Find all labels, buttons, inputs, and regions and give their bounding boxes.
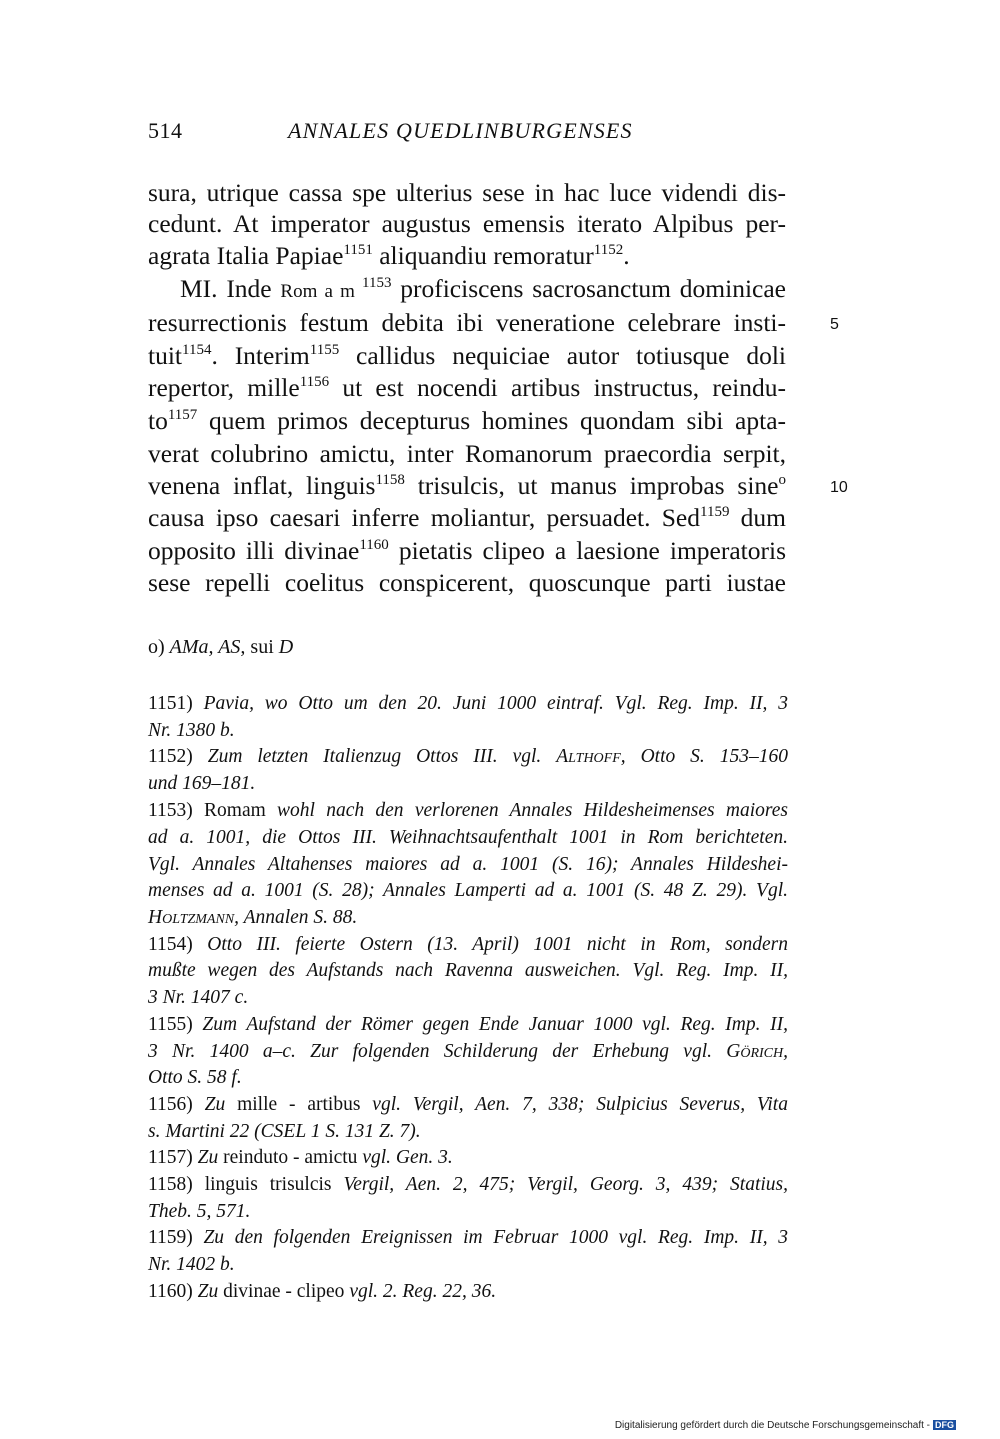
text-run: to [148, 406, 168, 435]
text-run: tuit [148, 341, 183, 370]
text-run: MI. Inde [180, 274, 281, 303]
text-run: pietatis clipeo a laesione imperatoris [388, 536, 786, 565]
text-line [148, 403, 786, 439]
footnote-ref: 1153 [362, 275, 392, 291]
text-run: quem primos decepturus homines quondam sibi apta- [197, 406, 786, 435]
footnote-line: Nr. 1380 b. [148, 720, 235, 741]
footnote-ref: 1155 [309, 342, 340, 358]
fn-run: 1158) linguis trisulcis [148, 1174, 344, 1195]
text-line [148, 238, 786, 274]
text-line [180, 271, 786, 307]
fn-run: Zu den folgenden Ereignissen im Februar 1000 vgl. Reg. Imp. II, 3 [203, 1227, 788, 1248]
text-run: aliquandiu remoratur [372, 241, 594, 270]
footnote-line [148, 743, 788, 771]
text-run: Rom a m [280, 281, 363, 302]
fn-run: Annalen S. 88. [239, 907, 358, 928]
footnote-line: Theb. 5, 571. [148, 1201, 251, 1222]
footnote-line: Vgl. Annales Altahenses maiores ad a. 1001 (S. 16); Annales Hildeshei- [148, 854, 788, 875]
text-line: resurrectionis festum debita ibi veneratione celebrare insti- [148, 308, 786, 337]
fn-run: vgl. Gen. 3. [362, 1147, 453, 1168]
text-run: causa ipso caesari inferre moliantur, persuadet. Sed [148, 503, 700, 532]
text-line [148, 370, 786, 406]
line-number: 10 [830, 479, 848, 496]
footnote-line [148, 904, 788, 932]
text-run: trisulcis, ut manus improbas sine [404, 471, 779, 500]
fn-run: Otto S. 153–160 [625, 746, 788, 767]
fn-run: 1156) [148, 1094, 205, 1115]
text-line [148, 338, 786, 374]
fn-run: divinae - clipeo [218, 1281, 350, 1302]
text-line [148, 533, 786, 569]
fn-run: Zu [204, 1094, 226, 1115]
text-line: verat colubrino amictu, inter Romanorum praecordia serpit, [148, 439, 786, 468]
text-run: repertor, mille [148, 373, 300, 402]
text-run: . [623, 241, 630, 270]
page-number: 514 [148, 118, 183, 143]
footnote-ref: 1154 [182, 342, 212, 358]
footnote-line: mußte wegen des Aufstands nach Ravenna ausweichen. Vgl. Reg. Imp. II, [148, 960, 788, 981]
digitization-footer [615, 1420, 956, 1431]
footer-credit: Digitalisierung gefördert durch die Deutsche Forschungsgemeinschaft - [614, 1420, 930, 1431]
fn-run: 3 Nr. 1400 a–c. Zur folgenden Schilderung der Erhebung vgl. [148, 1041, 727, 1062]
footnote-line [148, 1091, 788, 1119]
fn-run: Pavia, wo Otto um den 20. Juni 1000 eintraf. Vgl. Reg. Imp. II, 3 [203, 693, 788, 714]
apparatus-sigla: D [278, 636, 294, 658]
dfg-logo: DFG [935, 1420, 954, 1431]
fn-run: Holtzmann, [148, 907, 240, 928]
fn-run: Zum Aufstand der Römer gegen Ende Januar 1000 vgl. Reg. Imp. II, [202, 1014, 788, 1035]
fn-run: vgl. Vergil, Aen. 7, 338; Sulpicius Severus, Vita [372, 1094, 788, 1115]
footnote-ref: 1160 [359, 537, 389, 553]
text-line: cedunt. At imperator augustus emensis iterato Alpibus per- [148, 209, 786, 238]
footnote-line [148, 1278, 788, 1306]
text-run: dum [729, 503, 787, 532]
text-line [148, 468, 786, 504]
footnote-line: s. Martini 22 (CSEL 1 S. 131 Z. 7). [148, 1121, 421, 1142]
footnote-line: Otto S. 58 f. [148, 1067, 242, 1088]
fn-run: 1151) [148, 693, 204, 714]
footnote-ref: 1159 [700, 504, 730, 520]
running-title: ANNALES QUEDLINBURGENSES [288, 118, 633, 143]
text-line [148, 500, 786, 536]
text-run: venena inflat, linguis [148, 471, 376, 500]
footnote-ref: 1152 [593, 242, 624, 258]
footnote-line [148, 690, 788, 718]
fn-run: 1160) [148, 1281, 198, 1302]
apparatus-reading: sui [245, 636, 279, 658]
critical-apparatus [148, 636, 293, 659]
text-run: proficiscens sacrosanctum dominicae [391, 274, 786, 303]
fn-run: Otto III. feierte Ostern (13. April) 1001 nicht in Rom, sondern [207, 934, 788, 955]
text-line: sura, utrique cassa spe ulterius sese in hac luce videndi dis- [148, 178, 786, 207]
footnote-line [148, 1144, 788, 1172]
footnote-ref: 1156 [299, 374, 330, 390]
line-number: 5 [830, 316, 839, 333]
fn-run: Vergil, Aen. 2, 475; Vergil, Georg. 3, 439; Statius, [343, 1174, 789, 1195]
text-run: ut est nocendi artibus instructus, reindu- [329, 373, 786, 402]
fn-run: 1155) [148, 1014, 203, 1035]
fn-run: Althoff, [556, 746, 626, 767]
footnote-line: Nr. 1402 b. [148, 1254, 235, 1275]
apparatus-label: o) [148, 636, 170, 658]
fn-run: Görich, [726, 1041, 788, 1062]
footnote-line [148, 931, 788, 959]
footnote-line [148, 1011, 788, 1039]
fn-run: Zum letzten Italienzug Ottos III. vgl. [207, 746, 557, 767]
text-run: . Interim [211, 341, 310, 370]
apparatus-sigla: AMa, AS, [169, 636, 246, 658]
text-run: callidus nequiciae autor totiusque doli [339, 341, 786, 370]
footnote-line: ad a. 1001, die Ottos III. Weihnachtsaufenthalt 1001 in Rom berichteten. [148, 827, 788, 848]
footnote-line: und 169–181. [148, 773, 256, 794]
fn-run: Zu [197, 1281, 219, 1302]
footnote-line [148, 1038, 788, 1066]
fn-run: reinduto - amictu [218, 1147, 363, 1168]
fn-run: 1154) [148, 934, 208, 955]
fn-run: 1153) Romam [148, 800, 278, 821]
footnote-ref: 1151 [343, 242, 373, 258]
footnote-line [148, 1224, 788, 1252]
footnote-line: menses ad a. 1001 (S. 28); Annales Lamperti ad a. 1001 (S. 48 Z. 29). Vgl. [148, 880, 788, 901]
apparatus-ref: o [778, 472, 786, 488]
fn-run: Zu [197, 1147, 219, 1168]
fn-run: mille - artibus [225, 1094, 373, 1115]
footnote-line [148, 1171, 788, 1199]
footnote-ref: 1157 [167, 407, 198, 423]
footnote-line [148, 797, 788, 825]
text-run: agrata Italia Papiae [148, 241, 344, 270]
text-run: opposito illi divinae [148, 536, 360, 565]
fn-run: 1152) [148, 746, 208, 767]
fn-run: 1157) [148, 1147, 198, 1168]
fn-run: 1159) [148, 1227, 204, 1248]
fn-run: wohl nach den verlorenen Annales Hildesheimenses maiores [277, 800, 788, 821]
text-line: sese repelli coelitus conspicerent, quoscunque parti iustae [148, 568, 786, 597]
footnote-ref: 1158 [375, 472, 405, 488]
footnote-line: 3 Nr. 1407 c. [148, 987, 249, 1008]
fn-run: vgl. 2. Reg. 22, 36. [349, 1281, 497, 1302]
